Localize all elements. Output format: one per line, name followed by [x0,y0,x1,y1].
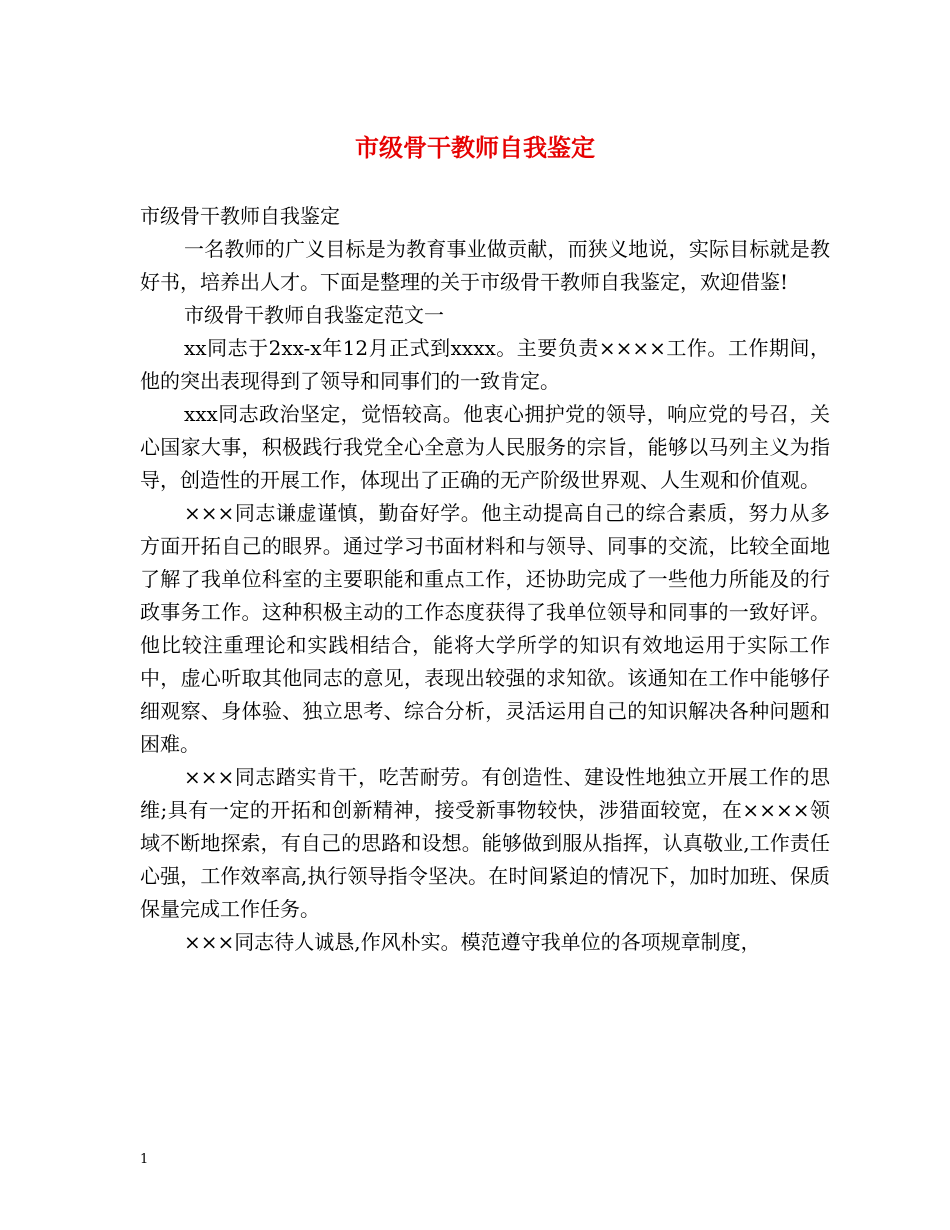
paragraph-subheading: 市级骨干教师自我鉴定范文一 [184,303,444,327]
paragraph: ×××同志谦虚谨慎，勤奋好学。他主动提高自己的综合素质，努力从多方面开拓自己的眼界。通过学习书面材料和与领导、同事的交流，比较全面地了解了我单位科室的主要职能和重点工作，还协助完成了一些他力所能及的行政事务工作。这种积极主动的工作态度获得了我单位领导和同事的一致好评。他比较注重理论和实践相结合，能将大学所学的知识有效地运用于实际工作中，虚心听取其他同志的意见，表现出较强的求知欲。该通知在工作中能够仔细观察、身体验、独立思考、综合分析，灵活运用自己的知识解决各种问题和困难。 [140,501,830,756]
document-body [140,200,830,959]
paragraph: ×××同志待人诚恳,作风朴实。模范遵守我单位的各项规章制度， [184,930,761,954]
paragraph: xxx同志政治坚定，觉悟较高。他衷心拥护党的领导，响应党的号召，关心国家大事，积极践行我党全心全意为人民服务的宗旨，能够以马列主义为指导，创造性的开展工作，体现出了正确的无产阶级世界观、人生观和价值观。 [140,402,830,492]
paragraph: xx同志于2xx-x年12月正式到xxxx。主要负责××××工作。工作期间，他的突出表现得到了领导和同事们的一致肯定。 [140,336,830,393]
page-number: 1 [140,1152,149,1167]
paragraph-intro: 一名教师的广义目标是为教育事业做贡献，而狭义地说，实际目标就是教好书，培养出人才。下面是整理的关于市级骨干教师自我鉴定，欢迎借鉴! [140,237,830,294]
document-title: 市级骨干教师自我鉴定 [355,133,595,162]
paragraph-heading: 市级骨干教师自我鉴定 [140,204,340,228]
paragraph: ×××同志踏实肯干，吃苦耐劳。有创造性、建设性地独立开展工作的思维;具有一定的开拓和创新精神，接受新事物较快，涉猎面较宽，在××××领域不断地探索，有自己的思路和设想。能够做到服从指挥，认真敬业,工作责任心强，工作效率高,执行领导指令坚决。在时间紧迫的情况下，加时加班、保质保量完成工作任务。 [140,765,830,921]
